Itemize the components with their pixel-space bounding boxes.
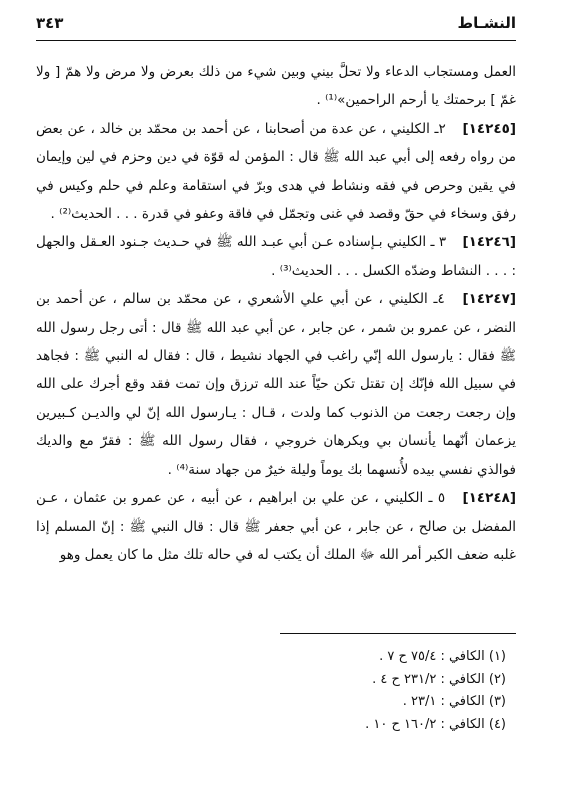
footnote: (٢) الكافي : ٢٣١/٢ ح ٤ . bbox=[372, 671, 506, 687]
hadith-paragraph bbox=[36, 484, 516, 569]
footnotes bbox=[36, 646, 506, 736]
running-title: النشـاط bbox=[457, 14, 516, 32]
footnote: (٣) الكافي : ٢٣/١ . bbox=[402, 694, 506, 709]
paragraph-text: ٢ـ الكليني ، عن عدة من أصحابنا ، عن أحمد بن محمّد بن خالد ، عن بعض من رواه رفعه إلى أبي عبد الله ﷺ قال : المؤمن له قوّة في دين وحزم في لين وإيمان في يقين وحرص في فقه ونشاط في هدى وبرّ في استقامة وعلم في حلم وكيس في رفق وسخاء في حقّ وقصد في غنى وتجمّل في فاقة وعفو في قدرة . . . الحديث⁽²⁾ . bbox=[36, 120, 516, 223]
page-header bbox=[36, 14, 516, 38]
hadith-paragraph bbox=[36, 228, 516, 285]
hadith-paragraph bbox=[36, 115, 516, 229]
paragraph-text: ٥ ـ الكليني ، عن علي بن ابراهيم ، عن أبيه ، عن عمرو بن عثمان ، عـن المفضل بن صالح ، عن جابر ، عن أبي جعفر ﷺ قال : قال النبي ﷺ : إنّ المسلم إذا غلبه ضعف الكبر أمر الله ﷻ الملك أن يكتب له في حاله تلك مثل ما كان يعمل وهو bbox=[36, 490, 516, 563]
page-body bbox=[36, 58, 516, 569]
hadith-number: [١٤٢٤٥] bbox=[462, 120, 516, 137]
paragraph-text: العمل ومستجاب الدعاء ولا تحلَّ بيني وبين شيء من ذلك بعرض ولا مرض ولا همّ [ ولا غمّ ] برحمتك يا أرحم الراحمين»⁽¹⁾ . bbox=[36, 64, 516, 109]
footnote-divider bbox=[280, 633, 516, 634]
footnote: (٤) الكافي : ١٦٠/٢ ح ١٠ . bbox=[365, 716, 506, 732]
hadith-paragraph bbox=[36, 285, 516, 484]
page-number: ٣٤٣ bbox=[36, 14, 64, 32]
footnote: (١) الكافي : ٧٥/٤ ح ٧ . bbox=[379, 649, 506, 664]
paragraph-text: ٤ـ الكليني ، عن أبي علي الأشعري ، عن محمّد بن سالم ، عن أحمد بن النضر ، عن عمرو بن شمر ، عن جابر ، عن أبي عبد الله ﷺ قال : أتى رجل رسول الله ﷺ فقال : يارسول الله إنّي راغب في الجهاد نشيط ، قال : فقال له النبي ﷺ : فجاهد في سبيل الله فإنّك إن تقتل تكن حيّاً عند الله ترزق وإن تمت فقد وقع أجرك على الله وإن رجعت رجعت من الذنوب كما ولدت ، قـال : يـارسول الله إنّ لي والديـن كـبيرين يزعمان أنّهما يأنسان بي ويكرهان خروجي ، فقال رسول الله ﷺ : فقرّ مع والديك فوالذي نفسي بيده لأُنسهما بك يوماً وليلة خيرٌ من جهاد سنة⁽⁴⁾ . bbox=[36, 291, 516, 478]
hadith-number: [١٤٢٤٨] bbox=[462, 490, 516, 507]
header-divider bbox=[36, 40, 516, 41]
paragraph bbox=[36, 58, 516, 115]
hadith-number: [١٤٢٤٦] bbox=[462, 234, 516, 251]
paragraph-text: ٣ ـ الكليني بـإسناده عـن أبي عبـد الله ﷺ في حـديث جـنود العـقل والجهل : . . . النشاط وضدّه الكسل . . . الحديث⁽³⁾ . bbox=[36, 234, 516, 279]
hadith-number: [١٤٢٤٧] bbox=[462, 291, 516, 308]
